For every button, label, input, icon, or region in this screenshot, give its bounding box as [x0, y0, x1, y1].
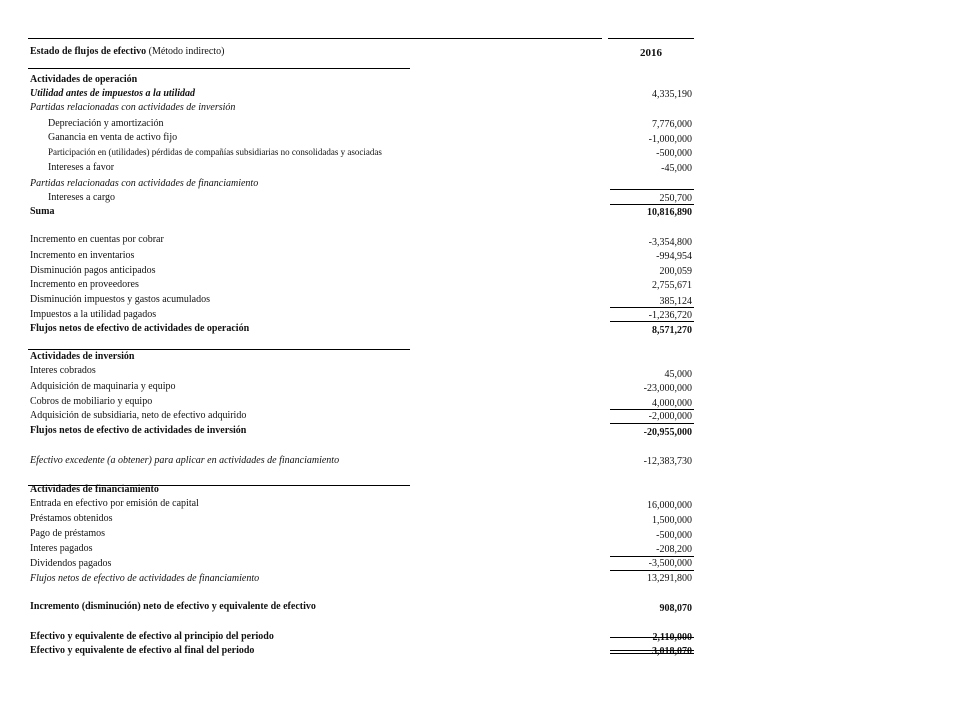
- row-intereses-cargo-value: 250,700: [659, 193, 692, 204]
- row-incremento-neto-value: 908,070: [659, 603, 692, 614]
- row-flujo-inversion-value: -20,955,000: [643, 427, 692, 438]
- row-pagos-anticipados-label: Disminución pagos anticipados: [30, 265, 156, 276]
- row-pago-prestamos-value: -500,000: [656, 530, 692, 541]
- row-suma-label: Suma: [30, 206, 55, 217]
- row-interes-cobrados-label: Interes cobrados: [30, 365, 96, 376]
- row-capital-value: 16,000,000: [647, 500, 692, 511]
- statement-title-main: Estado de flujos de efectivo: [30, 46, 147, 57]
- row-prestamos-obtenidos-label: Préstamos obtenidos: [30, 513, 113, 524]
- row-cuentas-cobrar-label: Incremento en cuentas por cobrar: [30, 234, 164, 245]
- row-mobiliario-value: 4,000,000: [652, 398, 692, 409]
- double-rule-final-bottom: [610, 653, 694, 654]
- row-proveedores-label: Incremento en proveedores: [30, 279, 139, 290]
- rule-investing-heading: [28, 349, 410, 350]
- row-dividendos-label: Dividendos pagados: [30, 558, 112, 569]
- row-participacion-label: Participación en (utilidades) pérdidas de compañías subsidiarias no consolidadas y asociadas: [48, 147, 382, 157]
- statement-title: [30, 46, 224, 58]
- section-financing-heading: Actividades de financiamiento: [30, 484, 159, 495]
- row-pagos-anticipados-value: 200,059: [659, 266, 692, 277]
- row-efectivo-inicio-value: 2,110,000: [652, 632, 692, 643]
- row-excedente-label: Efectivo excedente (a obtener) para aplicar en actividades de financiamiento: [30, 455, 340, 466]
- row-incremento-neto-label: Incremento (disminución) neto de efectivo y equivalente de efectivo: [30, 601, 316, 612]
- rule-above-dividendos: [610, 556, 694, 557]
- row-flujo-operacion-label: Flujos netos de efectivo de actividades de operación: [30, 323, 250, 334]
- row-utilidad-value: 4,335,190: [652, 89, 692, 100]
- row-cuentas-cobrar-value: -3,354,800: [648, 237, 692, 248]
- row-maquinaria-value: -23,000,000: [643, 383, 692, 394]
- row-ganancia-value: -1,000,000: [648, 134, 692, 145]
- row-capital-label: Entrada en efectivo por emisión de capital: [30, 498, 199, 509]
- row-subsidiaria-value: -2,000,000: [648, 411, 692, 422]
- row-efectivo-final-label: Efectivo y equivalente de efectivo al final del periodo: [30, 645, 255, 656]
- row-partidas-inversion-label: Partidas relacionadas con actividades de inversión: [30, 102, 236, 113]
- rule-below-impuestos-pagados: [610, 321, 694, 322]
- row-intereses-favor-label: Intereses a favor: [48, 162, 115, 173]
- row-flujo-financiamiento-value: 13,291,800: [647, 573, 692, 584]
- row-flujo-financiamiento-label: Flujos netos de efectivo de actividades de financiamiento: [30, 573, 260, 584]
- row-inventarios-label: Incremento en inventarios: [30, 250, 135, 261]
- row-impuestos-pagados-label: Impuestos a la utilidad pagados: [30, 309, 157, 320]
- row-excedente-value: -12,383,730: [643, 456, 692, 467]
- row-participacion-value: -500,000: [656, 148, 692, 159]
- rule-above-impuestos-pagados: [610, 307, 694, 308]
- rule-above-intereses-cargo: [610, 189, 694, 190]
- row-interes-pagados-value: -208,200: [656, 544, 692, 555]
- row-depreciacion-label: Depreciación y amortización: [48, 118, 164, 129]
- row-impuestos-gastos-value: 385,124: [659, 296, 692, 307]
- section-investing-heading: Actividades de inversión: [30, 351, 135, 362]
- row-intereses-favor-value: -45,000: [661, 163, 692, 174]
- row-flujo-operacion-value: 8,571,270: [652, 325, 692, 336]
- row-pago-prestamos-label: Pago de préstamos: [30, 528, 105, 539]
- row-utilidad-label: Utilidad antes de impuestos a la utilidad: [30, 88, 196, 99]
- row-intereses-cargo-label: Intereses a cargo: [48, 192, 116, 203]
- row-efectivo-inicio-label: Efectivo y equivalente de efectivo al principio del periodo: [30, 631, 274, 642]
- row-dividendos-value: -3,500,000: [648, 558, 692, 569]
- rule-below-efectivo-inicio: [610, 637, 694, 638]
- row-impuestos-gastos-label: Disminución impuestos y gastos acumulados: [30, 294, 210, 305]
- rule-below-dividendos: [610, 570, 694, 571]
- row-flujo-inversion-label: Flujos netos de efectivo de actividades de inversión: [30, 425, 247, 436]
- row-depreciacion-value: 7,776,000: [652, 119, 692, 130]
- double-rule-final-top: [610, 650, 694, 651]
- rule-below-subsidiaria: [610, 423, 694, 424]
- header-top-rule: [28, 38, 602, 39]
- row-partidas-financiamiento-label: Partidas relacionadas con actividades de financiamiento: [30, 178, 259, 189]
- row-maquinaria-label: Adquisición de maquinaria y equipo: [30, 381, 176, 392]
- row-ganancia-label: Ganancia en venta de activo fijo: [48, 132, 178, 143]
- row-proveedores-value: 2,755,671: [652, 280, 692, 291]
- row-efectivo-final-value: 3,018,070: [652, 646, 692, 657]
- rule-above-subsidiaria: [610, 409, 694, 410]
- row-interes-pagados-label: Interes pagados: [30, 543, 93, 554]
- row-interes-cobrados-value: 45,000: [664, 369, 692, 380]
- header-top-rule-year: [608, 38, 694, 39]
- header-bottom-rule: [28, 68, 410, 69]
- row-mobiliario-label: Cobros de mobiliario y equipo: [30, 396, 153, 407]
- section-operating-heading: Actividades de operación: [30, 74, 138, 85]
- rule-below-intereses-cargo: [610, 204, 694, 205]
- statement-title-method: (Método indirecto): [146, 46, 225, 57]
- row-inventarios-value: -994,954: [656, 251, 692, 262]
- row-subsidiaria-label: Adquisición de subsidiaria, neto de efectivo adquirido: [30, 410, 247, 421]
- row-impuestos-pagados-value: -1,236,720: [648, 310, 692, 321]
- row-prestamos-obtenidos-value: 1,500,000: [652, 515, 692, 526]
- row-suma-value: 10,816,890: [647, 207, 692, 218]
- year-header: 2016: [640, 47, 662, 59]
